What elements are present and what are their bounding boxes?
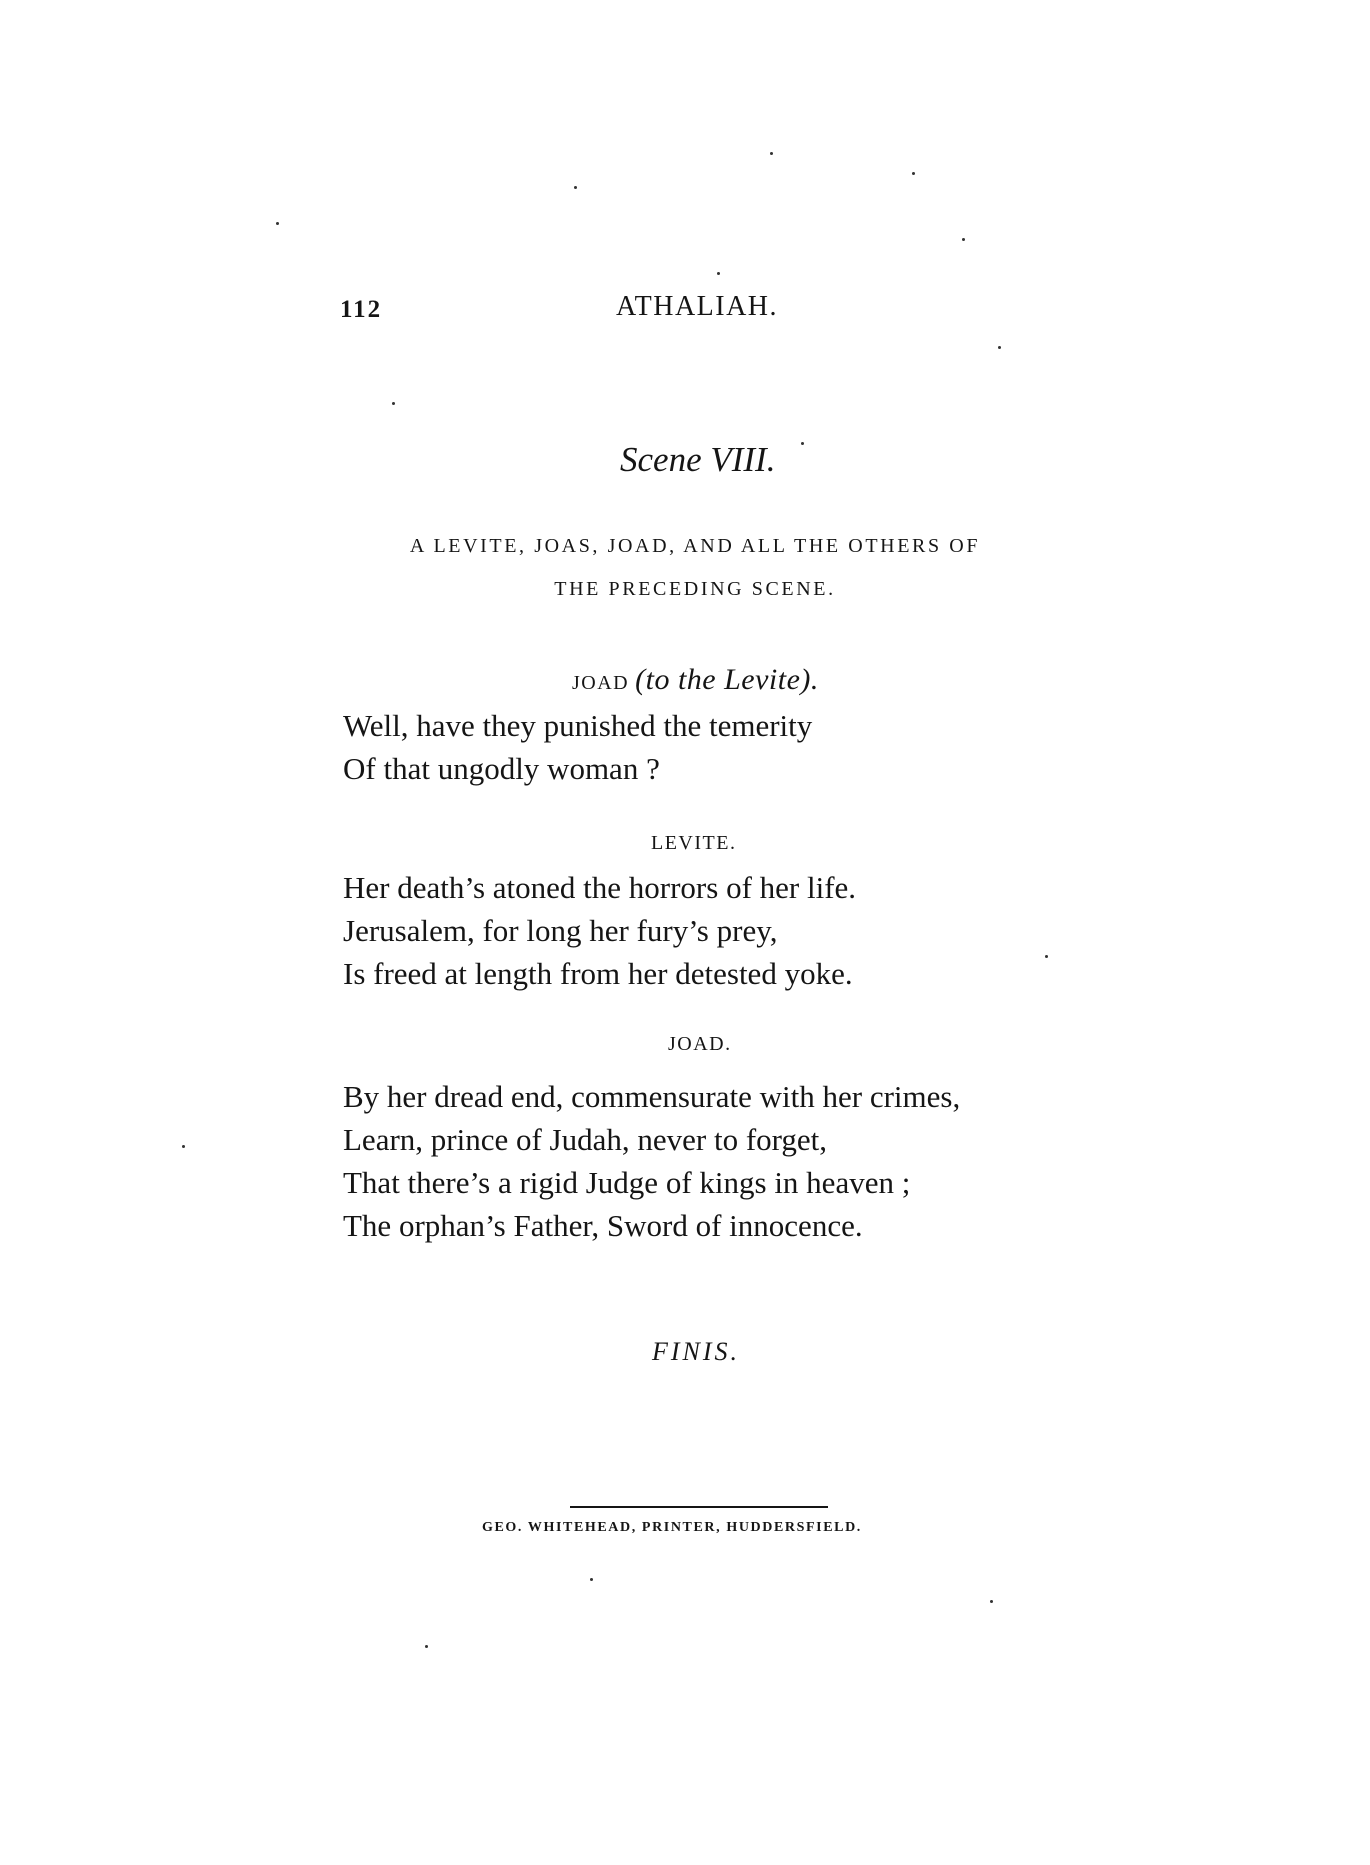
verse-line: Is freed at length from her detested yoke. [343,956,853,991]
scan-speck [717,272,720,275]
verse-line: The orphan’s Father, Sword of innocence. [343,1208,863,1243]
scan-speck [1045,955,1048,958]
scan-speck [801,442,804,445]
verse-line: Jerusalem, for long her fury’s prey, [343,913,778,948]
scan-speck [998,346,1001,349]
scan-speck [962,238,965,241]
verse-line: Of that ungodly woman ? [343,751,660,786]
scan-speck [590,1578,593,1581]
cast-line: THE PRECEDING SCENE. [554,578,836,600]
speech-joad [343,1075,960,1247]
printer-imprint: GEO. WHITEHEAD, PRINTER, HUDDERSFIELD. [482,1520,862,1535]
stage-direction: (to the Levite). [635,663,819,696]
speaker-heading-levite: LEVITE. [651,832,737,854]
scene-title: Scene VIII. [620,440,776,479]
speech-joad [343,704,812,790]
verse-line: That there’s a rigid Judge of kings in heaven ; [343,1165,911,1200]
verse-line: Learn, prince of Judah, never to forget, [343,1122,828,1157]
cast-line: A LEVITE, JOAS, JOAD, AND ALL THE OTHERS OF [409,535,981,557]
scan-speck [912,172,915,175]
scan-speck [990,1600,993,1603]
speaker-name: JOAD [572,672,630,694]
speech-levite [343,866,856,995]
verse-line: Well, have they punished the temerity [343,708,813,743]
scan-speck [276,222,279,225]
scan-speck [574,186,577,189]
speaker-heading-joad [572,663,819,697]
scan-speck [182,1145,185,1148]
verse-line: By her dread end, commensurate with her crimes, [343,1079,961,1114]
verse-line: Her death’s atoned the horrors of her life. [343,870,857,905]
scan-speck [392,402,395,405]
imprint-rule [570,1506,828,1508]
finis-mark: FINIS. [652,1337,741,1366]
scan-speck [770,152,773,155]
running-head-title: ATHALIAH. [616,291,779,322]
scan-speck [425,1645,428,1648]
speaker-heading-joad: JOAD. [668,1033,732,1055]
page-number: 112 [340,296,383,323]
